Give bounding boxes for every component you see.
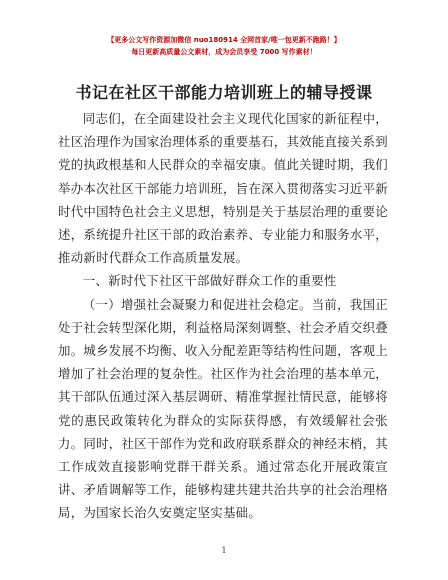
header-banner-line-1: 【更多公文写作资源加微信 nuo180914 全网首家/唯一包更新不跑路！】 xyxy=(107,36,341,44)
page-number: 1 xyxy=(221,546,227,555)
paragraph-intro: 同志们，在全面建设社会主义现代化国家的新征程中，社区治理作为国家治理体系的重要基石，其效能直接关系到党的执政根基和人民群众的幸福安康。值此关键时期，我们举办本次社区干部能力培训班，旨在深入贯彻落实习近平新时代中国特色社会主义思想，特别是关于基层治理的重要论述，系统提升社区干部的政治素养、专业能力和服务水平，推动新时代群众工作高质量发展。 xyxy=(58,111,388,266)
document-body xyxy=(58,107,388,525)
document-title: 书记在社区干部能力培训班上的辅导授课 xyxy=(75,83,373,102)
section-heading-1: 一、新时代下社区干部做好群众工作的重要性 xyxy=(82,273,337,289)
paragraph-subsection-1: （一）增强社会凝聚力和促进社会稳定。当前，我国正处于社会转型深化期，利益格局深刻调整、社会矛盾交织叠加。城乡发展不均衡、收入分配差距等结构性问题，客观上增加了社会治理的复杂性。社区作为社会治理的基本单元，其干部队伍通过深入基层调研、精准掌握社情民意，能够将党的惠民政策转化为群众的实际获得感，有效缓解社会张力。同时，社区干部作为党和政府联系群众的神经末梢，其工作成效直接影响党群干群关系。通过常态化开展政策宣讲、矛盾调解等工作，能够构建共建共治共享的社会治理格局，为国家长治久安奠定坚实基础。 xyxy=(58,296,388,521)
header-banner-line-2: 每日更新高质量公文素材，成为会员享受 7000 写作素材！ xyxy=(131,48,317,56)
